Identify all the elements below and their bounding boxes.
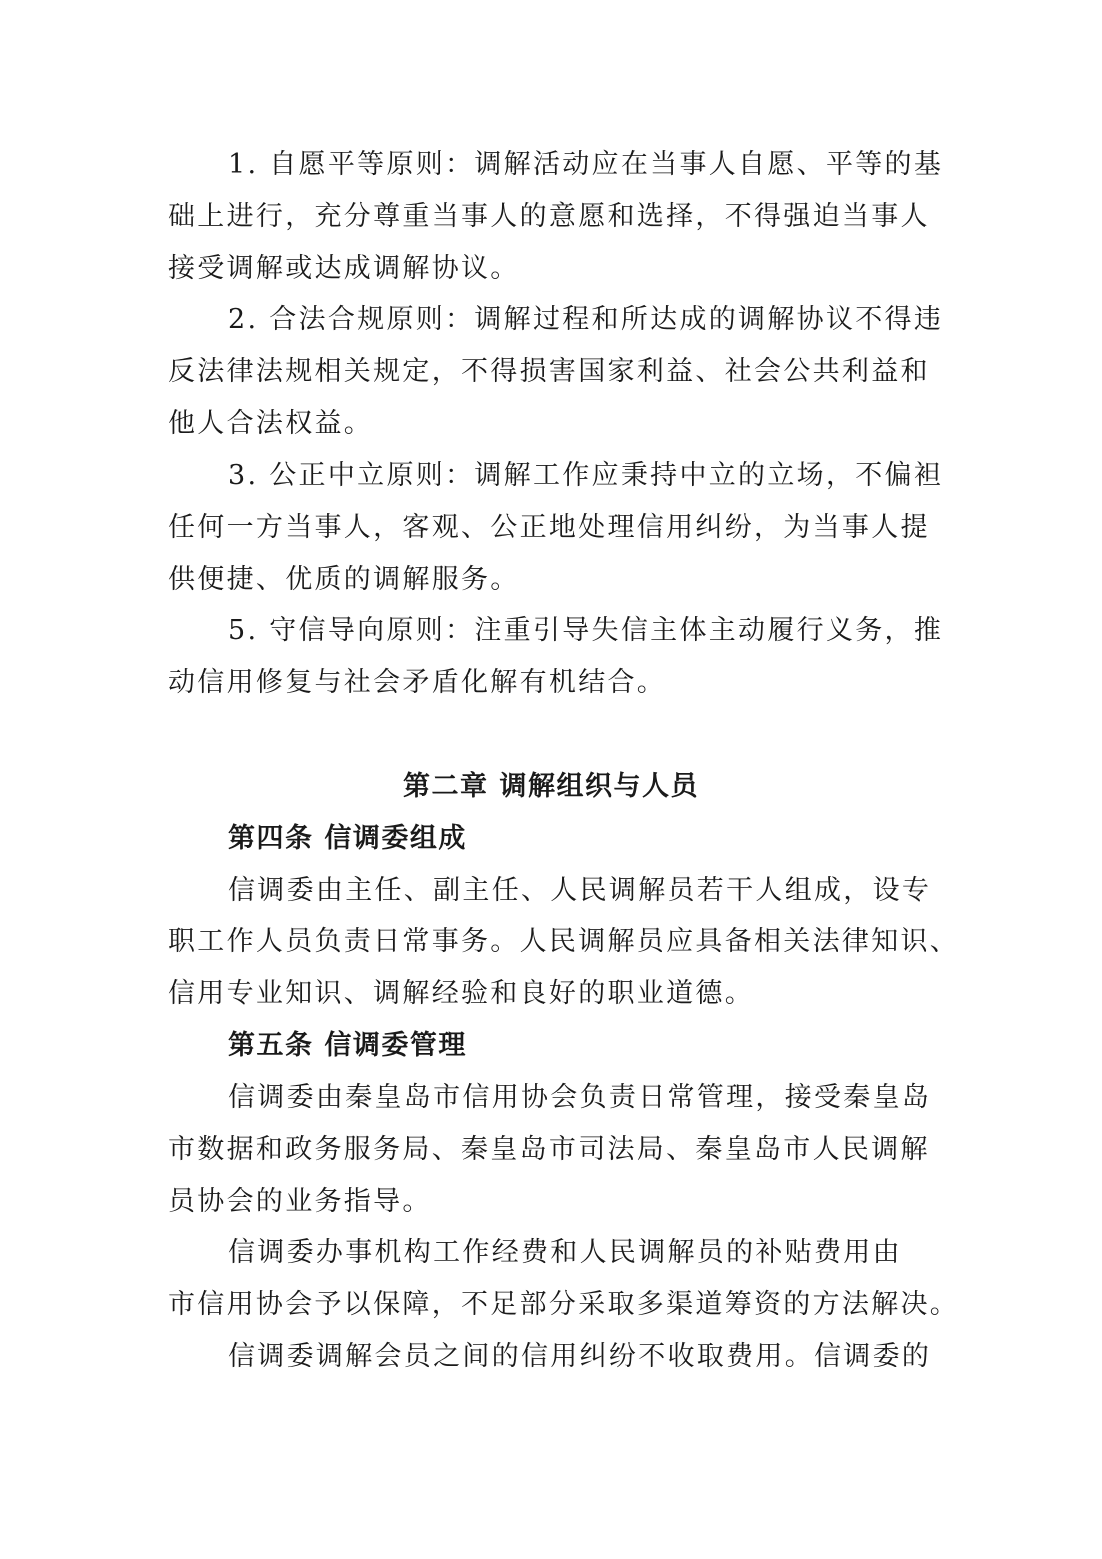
paragraph-line: 信调委办事机构工作经费和人民调解员的补贴费用由 <box>228 1237 902 1269</box>
document-page <box>0 139 1102 1383</box>
paragraph-line: 信用专业知识、调解经验和良好的职业道德。 <box>168 978 754 1010</box>
article-heading: 第五条 信调委管理 <box>228 1030 467 1062</box>
paragraph-line: 动信用修复与社会矛盾化解有机结合。 <box>168 667 667 699</box>
paragraph-line: 信调委由主任、副主任、人民调解员若干人组成，设专 <box>228 874 932 906</box>
paragraph-line: 他人合法权益。 <box>168 408 374 440</box>
paragraph-line: 职工作人员负责日常事务。人民调解员应具备相关法律知识、 <box>168 926 960 958</box>
paragraph-line: 市信用协会予以保障，不足部分采取多渠道筹资的方法解决。 <box>168 1289 960 1321</box>
blank-line <box>0 709 1102 761</box>
paragraph-line: 供便捷、优质的调解服务。 <box>168 563 520 595</box>
paragraph-line: 反法律法规相关规定，不得损害国家利益、社会公共利益和 <box>168 356 930 388</box>
chapter-heading: 第二章 调解组织与人员 <box>403 770 699 802</box>
paragraph-line: 员协会的业务指导。 <box>168 1185 432 1217</box>
article-heading: 第四条 信调委组成 <box>228 822 467 854</box>
paragraph-line: 信调委调解会员之间的信用纠纷不收取费用。信调委的 <box>228 1341 932 1373</box>
paragraph-line: 1. 自愿平等原则：调解活动应在当事人自愿、平等的基 <box>228 149 944 180</box>
paragraph-line: 市数据和政务服务局、秦皇岛市司法局、秦皇岛市人民调解 <box>168 1133 930 1165</box>
paragraph-line: 3. 公正中立原则：调解工作应秉持中立的立场，不偏袒 <box>228 459 944 491</box>
paragraph-line: 信调委由秦皇岛市信用协会负责日常管理，接受秦皇岛 <box>228 1081 932 1113</box>
paragraph-line: 础上进行，充分尊重当事人的意愿和选择，不得强迫当事人 <box>168 200 930 232</box>
paragraph-line: 接受调解或达成调解协议。 <box>168 252 520 284</box>
paragraph-line: 任何一方当事人，客观、公正地处理信用纠纷，为当事人提 <box>168 511 930 543</box>
paragraph-line: 5. 守信导向原则：注重引导失信主体主动履行义务，推 <box>228 615 944 647</box>
paragraph-line: 2. 合法合规原则：调解过程和所达成的调解协议不得违 <box>228 304 944 336</box>
